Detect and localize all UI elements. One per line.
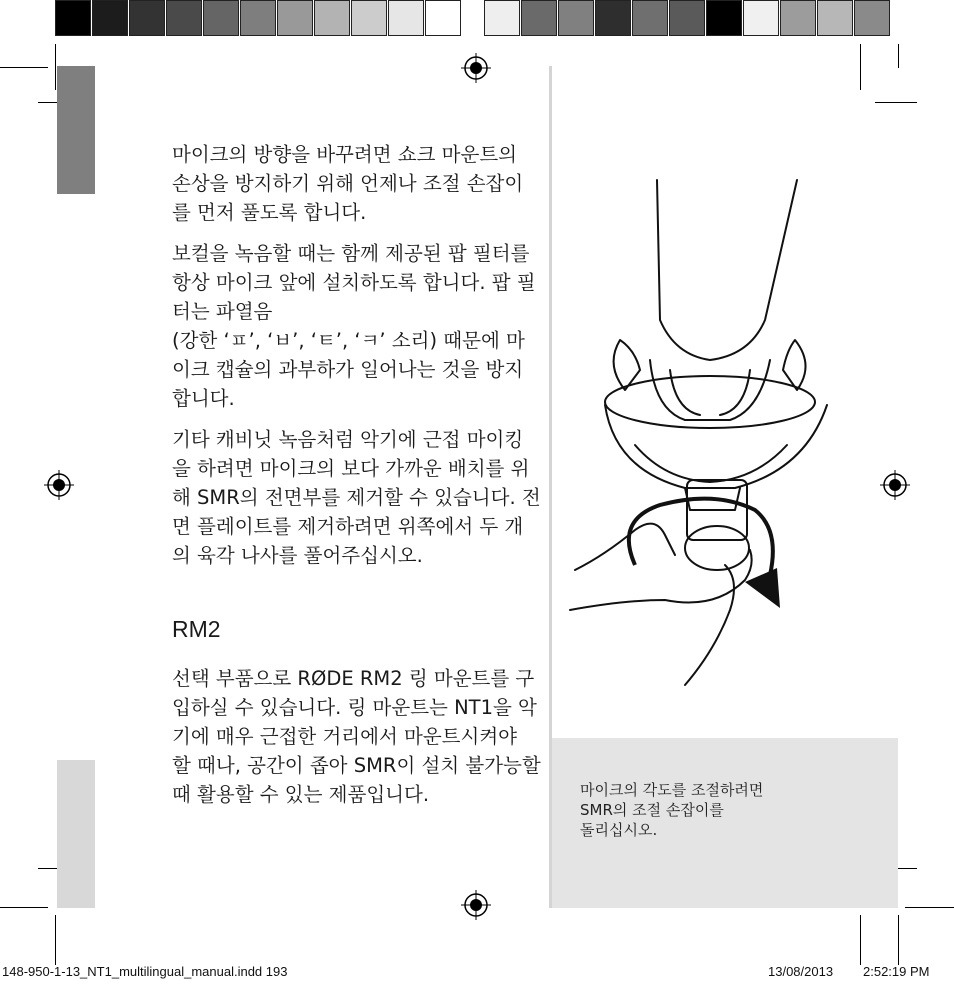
color-swatch [558,0,594,36]
paragraph-rm2: 선택 부품으로 RØDE RM2 링 마운트를 구입하실 수 있습니다. 링 마운트는 NT1을 악기에 매우 근접한 거리에서 마운트시켜야 할 때나, 공간이 좁아 SMR이 설치 불가능할 때 활용할 수 있는 제품입니다. [172,667,541,806]
color-swatch [55,0,91,36]
color-swatch [854,0,890,36]
color-swatch [595,0,631,36]
crop-mark [898,44,899,68]
paragraph-pop-filter-b: (강한 ‘ㅍ’, ‘ㅂ’, ‘ㅌ’, ‘ㅋ’ 소리) 때문에 마이크 캡슐의 과부하가 일어나는 것을 방지합니다. [172,329,525,410]
color-swatch [632,0,668,36]
crop-mark [860,44,861,90]
paragraph-pop-filter-a: 보컬을 녹음할 때는 함께 제공된 팝 필터를 항상 마이크 앞에 설치하도록 합니다. 팝 필터는 파열음 [172,242,536,323]
section-heading: RM2 [172,616,221,642]
color-swatch [166,0,202,36]
crop-mark [860,915,861,965]
color-swatch [388,0,424,36]
paragraph-adjust-warning: 마이크의 방향을 바꾸려면 쇼크 마운트의 손상을 방지하기 위해 언제나 조절 손잡이를 먼저 풀도록 합니다. [172,143,524,224]
color-swatch [425,0,461,36]
color-swatch [817,0,853,36]
body-text-bottom [172,664,542,821]
registration-mark-icon [880,470,910,500]
color-swatch [780,0,816,36]
shock-mount-illustration [565,170,855,700]
crop-mark [0,907,48,908]
section-tab-bottom [57,760,95,908]
color-swatch [521,0,557,36]
registration-mark-icon [461,53,491,83]
footer-date: 13/08/2013 [768,964,834,979]
crop-mark [55,915,56,965]
color-swatch [669,0,705,36]
crop-mark [55,44,56,90]
color-bar-left [55,0,462,38]
color-swatch [277,0,313,36]
crop-mark [875,102,917,103]
registration-mark-icon [44,470,74,500]
color-swatch [240,0,276,36]
color-swatch [484,0,520,36]
color-swatch [129,0,165,36]
color-swatch [706,0,742,36]
color-swatch [92,0,128,36]
registration-mark-icon [461,890,491,920]
color-swatch [743,0,779,36]
body-text-top [172,140,542,582]
crop-mark [905,907,954,908]
crop-mark [898,915,899,965]
crop-mark [0,67,48,68]
footer-time: 2:52:19 PM [863,964,930,979]
color-swatch [203,0,239,36]
footer-filename: 148-950-1-13_NT1_multilingual_manual.indd 193 [2,964,288,979]
color-bar-right [484,0,891,38]
color-swatch [314,0,350,36]
paragraph-close-miking: 기타 캐비닛 녹음처럼 악기에 근접 마이킹을 하려면 마이크의 보다 가까운 배치를 위해 SMR의 전면부를 제거할 수 있습니다. 전면 플레이트를 제거하려면 위쪽에서 두 개의 육각 나사를 풀어주십시오. [172,428,541,567]
paragraph-pop-filter [172,239,542,326]
section-tab-top [57,66,95,194]
figure-caption: 마이크의 각도를 조절하려면 SMR의 조절 손잡이를 돌리십시오. [580,781,764,839]
caption-panel [552,738,898,908]
color-swatch [351,0,387,36]
